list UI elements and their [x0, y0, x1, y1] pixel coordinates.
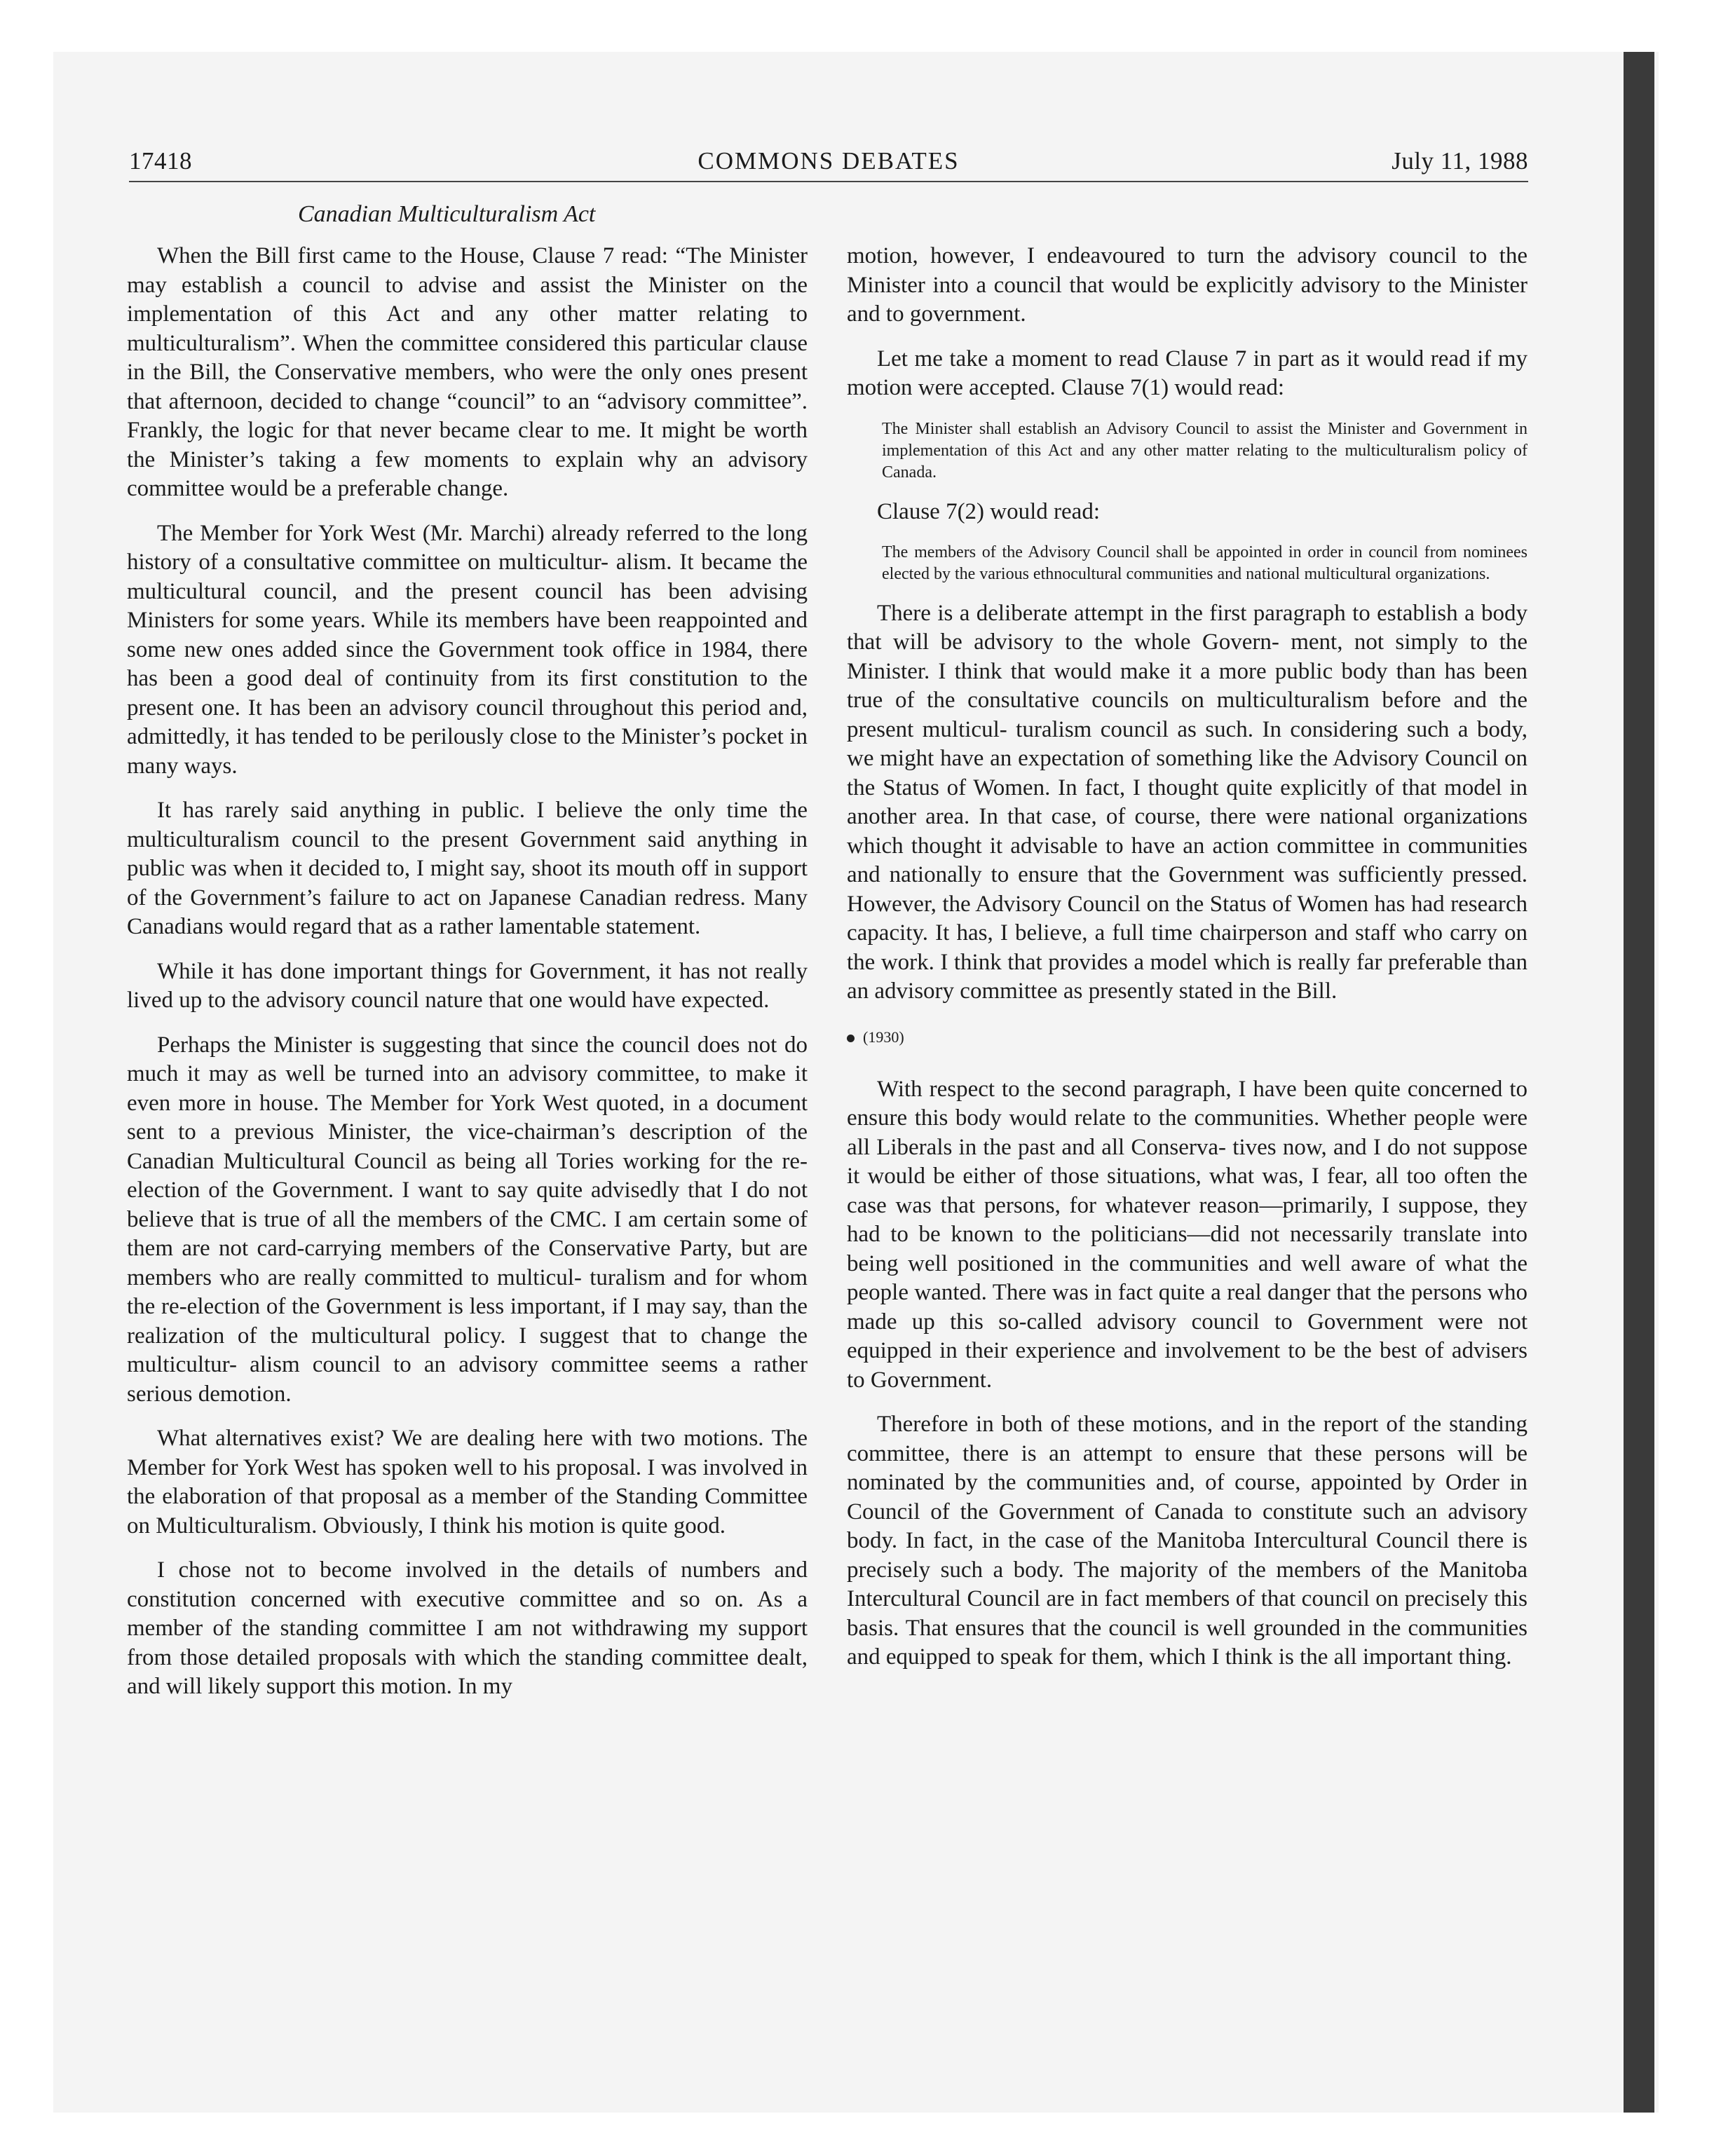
left-column: [127, 199, 808, 1717]
paragraph: Perhaps the Minister is suggesting that since the council does not do much it may as well be turned into an advisory committee, to make it even more in house. The Member for York West quoted, in a document sent to a previous Minister, the vice-chairman’s description of the Canadian Multicultural Council as being all Tories working for the re-election of the Government. I want to say quite advisedly that I do not believe that is true of all the members of the CMC. I am certain some of them are not card-carrying members of the Conservative Party, but are members who are really committed to multicul- turalism and for whom the re-election of the Government is less important, if I may say, than the realization of the multicultural policy. I suggest that to change the multicultur- alism council to an advisory committee seems a rather serious demotion.: [127, 1032, 808, 1407]
paragraph: While it has done important things for Government, it has not really lived up to the advisory council nature that one would have expected.: [127, 958, 808, 1013]
publication-date: July 11, 1988: [1392, 147, 1528, 175]
page-header: [129, 147, 1528, 181]
paragraph: I chose not to become involved in the details of numbers and constitution concerned with executive committee and so on. As a member of the standing committee I am not withdrawing my support from those detailed proposals with which the standing committee dealt, and will likely support this motion. In my: [127, 1557, 808, 1699]
bullet-icon: [847, 1035, 855, 1042]
paragraph: What alternatives exist? We are dealing here with two motions. The Member for York West has spoken well to his proposal. I was involved in the elaboration of that proposal as a member of the Standing Committee on Multiculturalism. Obviously, I think his motion is quite good.: [127, 1426, 808, 1538]
paragraph: There is a deliberate attempt in the first paragraph to establish a body that will be advisory to the whole Govern- ment, not simply to the Minister. I think that would make it a more public body than has been true of the consultative councils on multiculturalism before and the present multicul- turalism council as such. In considering such a body, we might have an expectation of something like the Advisory Council on the Status of Women. In fact, I thought quite explicitly of that model in another area. In that case, of course, there were national organizations which thought it advisable to have an action committee in communities and nationally to ensure that the Government was sufficiently pressed. However, the Advisory Council on the Status of Women has had research capacity. It has, I believe, a full time chairperson and staff who carry on the work. I think that provides a model which is really far preferable than an advisory committee as presently stated in the Bill.: [847, 600, 1528, 1004]
scan-edge-shadow: [1624, 52, 1654, 2113]
quoted-clause-7-2: The members of the Advisory Council shall be appointed in order in council from nominees elected by the various ethnocultural communities and national multicultural organizations.: [882, 543, 1528, 583]
paragraph: With respect to the second paragraph, I have been quite concerned to ensure this body would relate to the communities. Whether people were all Liberals in the past and all Conserva- tives now, and I do not suppose it would be either of those situations, what was, I fear, all too often the case was that persons, for whatever reason—primarily, I suppose, they had to be known to the politicians—did not necessarily translate into being well positioned in the communities and well aware of what the people wanted. There was in fact quite a real danger that the persons who made up this so-called advisory council to Government were not equipped in their experience and involvement to be the best of advisers to Government.: [847, 1076, 1528, 1393]
time-stamp: [847, 1026, 1528, 1049]
header-rule: [129, 181, 1528, 182]
paragraph: The Member for York West (Mr. Marchi) already referred to the long history of a consultative committee on multicultur- alism. It became the multicultural council, and the present council has been advising Ministers for some years. While its members have been reappointed and some new ones added since the Government took office in 1984, there has been a good deal of continuity from its first constitution to the present one. It has been an advisory council throughout this period and, admittedly, it has tended to be perilously close to the Minister’s pocket in many ways.: [127, 520, 808, 779]
paragraph: It has rarely said anything in public. I believe the only time the multiculturalism council to the present Government said anything in public was when it decided to, I might say, shoot its mouth off in support of the Government’s failure to act on Japanese Canadian redress. Many Canadians would regard that as a rather lamentable statement.: [127, 798, 808, 939]
paragraph: Let me take a moment to read Clause 7 in part as it would read if my motion were accepted. Clause 7(1) would read:: [847, 346, 1528, 400]
continued-paragraph: motion, however, I endeavoured to turn the advisory council to the Minister into a council that would be explicitly advisory to the Minister and to government.: [847, 243, 1528, 327]
right-column: [847, 242, 1528, 1688]
paragraph: Therefore in both of these motions, and in the report of the standing committee, there is an attempt to ensure that these persons will be nominated by the communities and, of course, appointed by Order in Council of the Government of Canada to constitute such an advisory body. In fact, in the case of the Manitoba Intercultural Council there is precisely such a body. The majority of the members of the Manitoba Intercultural Council are in fact members of that council on precisely this basis. That ensures that the council is well grounded in the communities and equipped to speak for them, which I think is the all important thing.: [847, 1412, 1528, 1670]
publication-title: COMMONS DEBATES: [698, 147, 960, 175]
time-stamp-text: (1930): [863, 1028, 904, 1046]
quoted-clause-7-1: The Minister shall establish an Advisory Council to assist the Minister and Government in implementation of this Act and any other matter relating to the multiculturalism policy of Canada.: [882, 419, 1528, 482]
section-heading: Canadian Multiculturalism Act: [298, 201, 596, 227]
page-number: 17418: [129, 147, 192, 175]
paragraph: When the Bill first came to the House, Clause 7 read: “The Minister may establish a council to advise and assist the Minister on the implementation of this Act and any other matter relating to multiculturalism”. When the committee considered this particular clause in the Bill, the Conservative members, who were the only ones present that afternoon, decided to change “council” to an “advisory committee”. Frankly, the logic for that never became clear to me. It might be worth the Minister’s taking a few moments to explain why an advisory committee would be a preferable change.: [127, 243, 808, 501]
clause-7-2-label: Clause 7(2) would read:: [877, 498, 1100, 524]
